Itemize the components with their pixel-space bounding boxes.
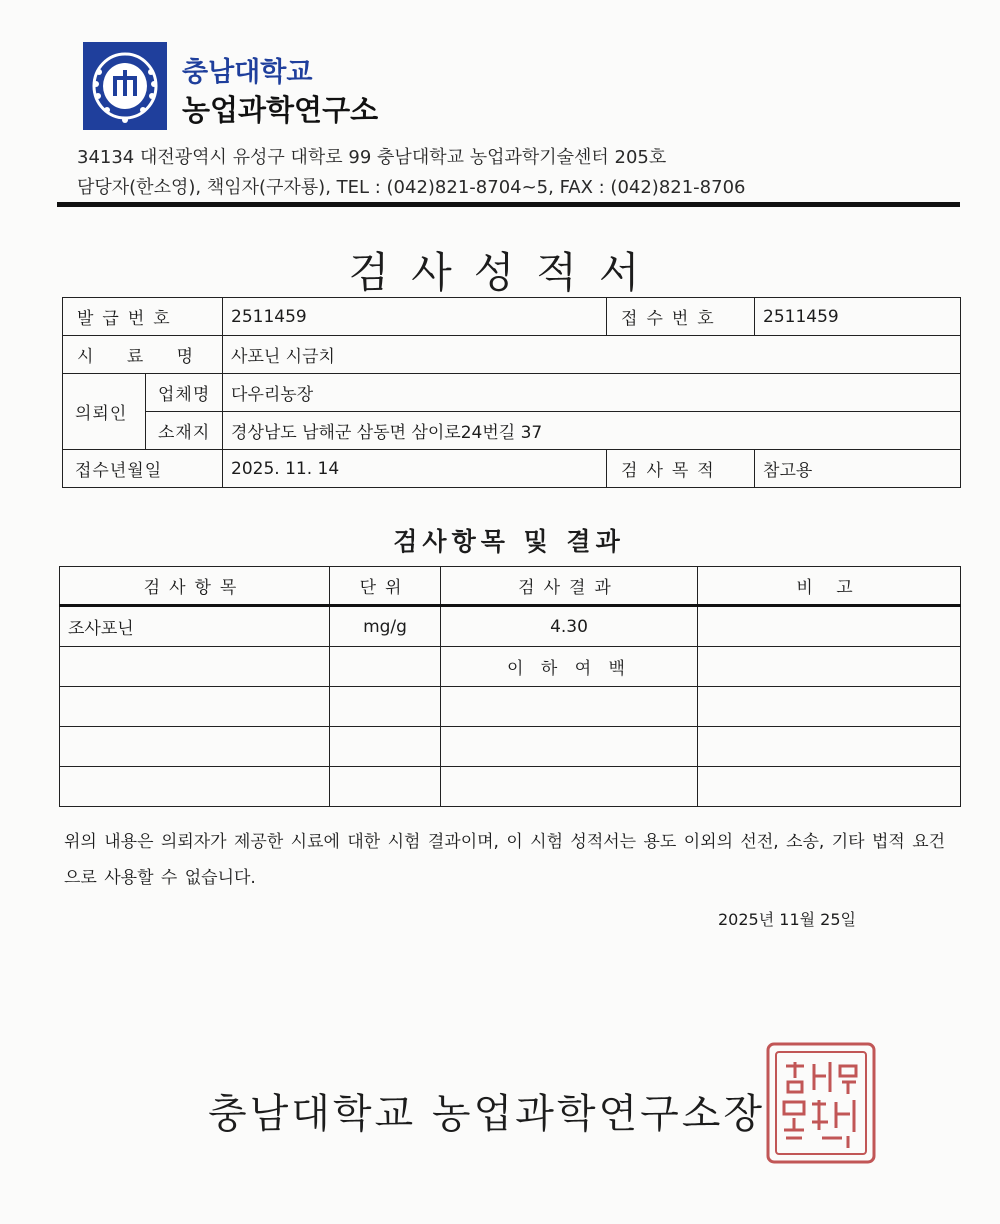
location-value: 경상남도 남해군 삼동면 삼이로24번길 37 (223, 412, 961, 450)
university-logo (83, 42, 167, 130)
result-item: 조사포닌 (60, 606, 330, 647)
requester-label: 의뢰인 (63, 374, 146, 450)
table-row (63, 374, 961, 412)
receipt-no-label: 접수번호 (607, 298, 755, 336)
column-header-remark: 비 고 (698, 567, 961, 606)
result-unit (330, 647, 441, 687)
result-remark (698, 606, 961, 647)
result-unit (330, 767, 441, 807)
receipt-no-value: 2511459 (755, 298, 961, 336)
result-unit (330, 687, 441, 727)
org-name-university: 충남대학교 (182, 57, 313, 88)
issue-no-value: 2511459 (223, 298, 607, 336)
address-line: 34134 대전광역시 유성구 대학로 99 충남대학교 농업과학기술센터 205호 (77, 147, 667, 168)
table-row (60, 647, 961, 687)
table-row (63, 298, 961, 336)
result-item (60, 687, 330, 727)
sample-value: 사포닌 시금치 (223, 336, 961, 374)
result-value: 4.30 (441, 606, 698, 647)
issuer-signature: 충남대학교 농업과학연구소장 (208, 1091, 766, 1137)
receipt-date-value: 2025. 11. 14 (223, 450, 607, 488)
info-table (62, 297, 961, 488)
university-emblem-icon (83, 42, 167, 130)
table-row (63, 412, 961, 450)
issue-no-label: 발급번호 (63, 298, 223, 336)
sample-label: 시 료 명 (63, 336, 223, 374)
table-row (63, 336, 961, 374)
location-label: 소재지 (146, 412, 223, 450)
column-header-unit: 단위 (330, 567, 441, 606)
table-row (60, 767, 961, 807)
results-table (59, 566, 961, 807)
results-header-row (60, 567, 961, 606)
result-value (441, 767, 698, 807)
issue-date: 2025년 11월 25일 (718, 910, 856, 929)
column-header-result: 검사결과 (441, 567, 698, 606)
result-unit: mg/g (330, 606, 441, 647)
result-remark (698, 647, 961, 687)
header-divider (57, 202, 960, 207)
result-remark (698, 727, 961, 767)
results-section-title: 검사항목 및 결과 (393, 527, 625, 556)
result-value (441, 727, 698, 767)
company-label: 업체명 (146, 374, 223, 412)
result-remark (698, 687, 961, 727)
result-item (60, 647, 330, 687)
official-seal (762, 1038, 880, 1168)
table-row (60, 687, 961, 727)
table-row (60, 606, 961, 647)
disclaimer-notice: 위의 내용은 의뢰자가 제공한 시료에 대한 시험 결과이며, 이 시험 성적서는 용도 이외의 선전, 소송, 기타 법적 요건으로 사용할 수 없습니다. (64, 832, 946, 888)
seal-stamp-icon (762, 1038, 880, 1168)
result-item (60, 727, 330, 767)
result-value (441, 687, 698, 727)
blank-below-marker: 이 하 여 백 (441, 647, 698, 687)
document-title: 검사성적서 (348, 248, 662, 297)
company-value: 다우리농장 (223, 374, 961, 412)
result-item (60, 767, 330, 807)
table-row (63, 450, 961, 488)
purpose-label: 검사목적 (607, 450, 755, 488)
column-header-item: 검사항목 (60, 567, 330, 606)
result-remark (698, 767, 961, 807)
org-name-institute: 농업과학연구소 (182, 93, 379, 127)
purpose-value: 참고용 (755, 450, 961, 488)
receipt-date-label: 접수년월일 (63, 450, 223, 488)
table-row (60, 727, 961, 767)
result-unit (330, 727, 441, 767)
contact-line: 담당자(한소영), 책임자(구자룡), TEL : (042)821-8704~5, FAX : (042)821-8706 (77, 177, 746, 198)
